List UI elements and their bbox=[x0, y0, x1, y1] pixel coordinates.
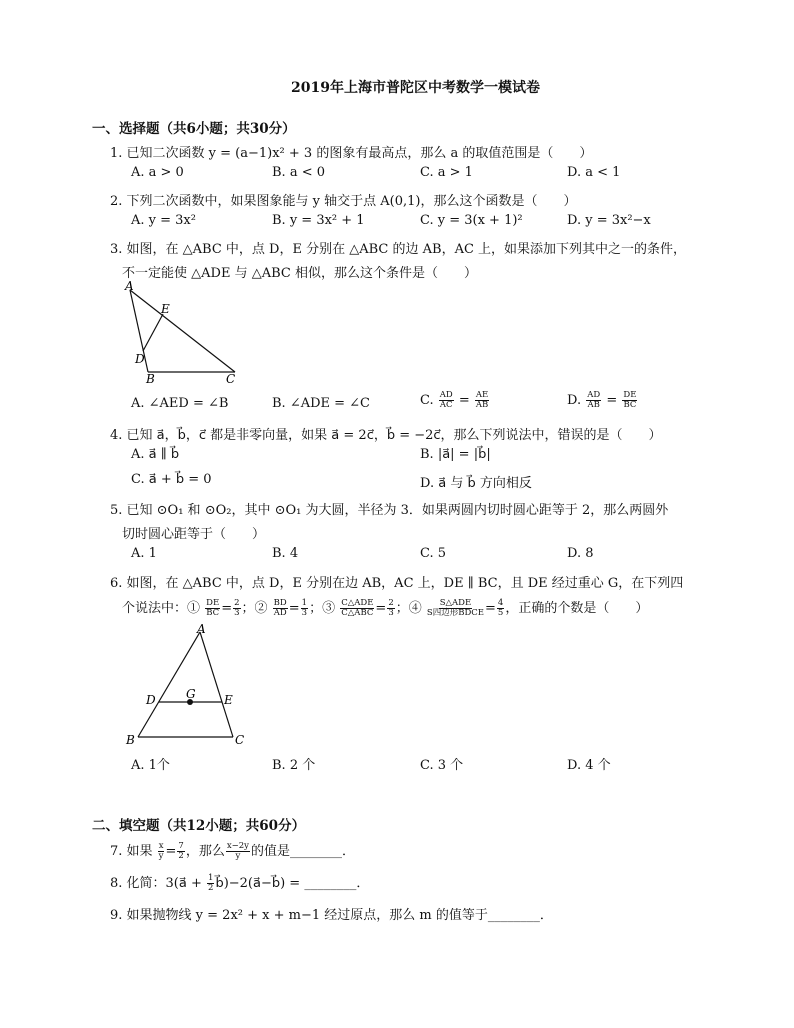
fraction-one-half: $\frac{1}{2}$ bbox=[208, 873, 214, 893]
figure-6-label-c: C bbox=[235, 733, 245, 747]
question-6-option-d[interactable]: D. 4 个 bbox=[567, 758, 611, 773]
figure-3-label-a: A bbox=[125, 279, 134, 293]
fraction-area-ratio: $\frac{\text{S△ADE}}{\text{S四边形BDCE}}$ bbox=[426, 598, 484, 618]
question-6-figure bbox=[118, 620, 258, 750]
question-4-stem: 4. 已知 a⃗，b⃗，c⃗ 都是非零向量，如果 a⃗ = 2c⃗，b⃗ = −2c⃗，那么下列说法中，错误的是（ ） bbox=[110, 428, 662, 443]
fraction-ae-ab: $\frac{AE}{AB}$ bbox=[475, 390, 489, 410]
section-heading-fill-in: 二、填空题（共12小题；共60分） bbox=[92, 818, 306, 834]
fraction-de-bc: $\frac{DE}{BC}$ bbox=[623, 390, 637, 410]
question-4-option-b[interactable]: B. |a⃗| = |b⃗| bbox=[420, 447, 491, 462]
question-2-option-b[interactable]: B. y = 3x² + 1 bbox=[272, 213, 365, 228]
figure-6-label-d: D bbox=[146, 693, 156, 707]
question-4-option-d[interactable]: D. a⃗ 与 b⃗ 方向相反 bbox=[420, 476, 532, 491]
question-7: 7. 如果 $\frac{x}{y}$ = $\frac{7}{2}$ ，那么 $\frac{x-2y}{y}$ 的值是________． bbox=[110, 841, 355, 861]
figure-6-label-e: E bbox=[224, 693, 233, 707]
question-4-option-c[interactable]: C. a⃗ + b⃗ = 0 bbox=[131, 472, 212, 487]
figure-6-label-b: B bbox=[126, 733, 135, 747]
fraction-perimeter-ratio: $\frac{\text{C△ADE}}{\text{C△ABC}}$ bbox=[341, 598, 374, 618]
question-3-option-a[interactable]: A. ∠AED = ∠B bbox=[131, 396, 229, 411]
fraction-de-bc: $\frac{DE}{BC}$ bbox=[206, 598, 220, 618]
figure-6-label-g: G bbox=[186, 687, 196, 701]
question-2-stem: 2. 下列二次函数中，如果图象能与 y 轴交于点 A(0,1)，那么这个函数是（ ） bbox=[110, 194, 577, 209]
question-1-option-c[interactable]: C. a > 1 bbox=[420, 165, 473, 180]
figure-3-segment-de bbox=[143, 314, 163, 351]
question-9-stem: 9. 如果抛物线 y = 2x² + x + m−1 经过原点，那么 m 的值等于________． bbox=[110, 908, 553, 923]
question-5-stem-line1: 5. 已知 ⊙O₁ 和 ⊙O₂，其中 ⊙O₁ 为大圆，半径为 3．如果两圆内切时圆心距等于 2，那么两圆外 bbox=[110, 503, 669, 518]
figure-3-label-e: E bbox=[161, 302, 170, 316]
question-1-stem: 1. 已知二次函数 y = (a−1)x² + 3 的图象有最高点，那么 a 的取值范围是（ ） bbox=[110, 146, 593, 161]
question-2-option-c[interactable]: C. y = 3(x + 1)² bbox=[420, 213, 523, 228]
question-3-figure bbox=[118, 280, 248, 390]
figure-3-label-d: D bbox=[135, 352, 145, 366]
fraction-ad-ab: $\frac{AD}{AB}$ bbox=[587, 390, 601, 410]
fraction-seven-halves: $\frac{7}{2}$ bbox=[178, 841, 184, 861]
figure-6-side-ac bbox=[200, 632, 233, 737]
question-2-option-a[interactable]: A. y = 3x² bbox=[131, 213, 196, 228]
fraction-x-minus-2y-over-y: $\frac{x-2y}{y}$ bbox=[226, 841, 249, 861]
question-1-option-d[interactable]: D. a < 1 bbox=[567, 165, 621, 180]
page-title: 2019年上海市普陀区中考数学一模试卷 bbox=[291, 80, 540, 96]
fraction-x-y: $\frac{x}{y}$ bbox=[158, 841, 164, 861]
fraction-two-thirds: $\frac{2}{3}$ bbox=[234, 598, 240, 618]
question-6-stem-line2: 个说法中：① $\frac{DE}{BC}$ = $\frac{2}{3}$ ；② $\frac{BD}{AD}$ = $\frac{1}{3}$ ；③ $\frac{\text{C△ADE}}{\text{C△ABC}}$ = $\frac{2}{3}$ ；④ $\frac{\text{S△ADE}}{\text{S四边形BDCE}}$ = $\frac{4}{5}$ ，正确的个数是（ ） bbox=[122, 598, 649, 618]
fraction-bd-ad: $\frac{BD}{AD}$ bbox=[273, 598, 287, 618]
figure-6-side-ab bbox=[138, 632, 200, 737]
question-2-option-d[interactable]: D. y = 3x²−x bbox=[567, 213, 651, 228]
fraction-one-third: $\frac{1}{3}$ bbox=[301, 598, 308, 618]
question-6-option-a[interactable]: A. 1个 bbox=[131, 758, 170, 773]
option-c-prefix: C. bbox=[420, 393, 434, 408]
question-5-option-d[interactable]: D. 8 bbox=[567, 546, 594, 561]
question-8: 8. 化简：3(a⃗ + $\frac{1}{2}$ b⃗)−2(a⃗−b⃗) = ________． bbox=[110, 873, 370, 893]
fraction-two-thirds-b: $\frac{2}{3}$ bbox=[388, 598, 394, 618]
figure-3-label-c: C bbox=[226, 372, 236, 386]
question-5-option-b[interactable]: B. 4 bbox=[272, 546, 299, 561]
question-3-stem-line2: 不一定能使 △ADE 与 △ABC 相似，那么这个条件是（ ） bbox=[122, 266, 477, 281]
question-5-option-c[interactable]: C. 5 bbox=[420, 546, 447, 561]
question-4-option-a[interactable]: A. a⃗ ∥ b⃗ bbox=[131, 447, 180, 462]
fraction-four-fifths: $\frac{4}{5}$ bbox=[497, 598, 504, 618]
figure-6-label-a: A bbox=[197, 622, 206, 636]
question-1-option-b[interactable]: B. a < 0 bbox=[272, 165, 325, 180]
question-3-option-d[interactable]: D. $\frac{AD}{AB}$ = $\frac{DE}{BC}$ bbox=[567, 390, 637, 410]
question-5-option-a[interactable]: A. 1 bbox=[131, 546, 157, 561]
option-d-prefix: D. bbox=[567, 393, 582, 408]
section-heading-choice: 一、选择题（共6小题；共30分） bbox=[92, 121, 296, 137]
figure-3-label-b: B bbox=[146, 372, 155, 386]
question-3-option-c[interactable]: C. $\frac{AD}{AC}$ = $\frac{AE}{AB}$ bbox=[420, 390, 489, 410]
question-6-option-c[interactable]: C. 3 个 bbox=[420, 758, 464, 773]
question-5-stem-line2: 切时圆心距等于（ ） bbox=[122, 527, 266, 542]
question-3-option-b[interactable]: B. ∠ADE = ∠C bbox=[272, 396, 371, 411]
question-3-stem-line1: 3. 如图，在 △ABC 中，点 D，E 分别在 △ABC 的边 AB，AC 上，如果添加下列其中之一的条件， bbox=[110, 242, 687, 257]
question-6-option-b[interactable]: B. 2 个 bbox=[272, 758, 316, 773]
fraction-ad-ac: $\frac{AD}{AC}$ bbox=[439, 390, 453, 410]
question-1-option-a[interactable]: A. a > 0 bbox=[131, 165, 184, 180]
question-6-stem-line1: 6. 如图，在 △ABC 中，点 D，E 分别在边 AB，AC 上，DE ∥ BC，且 DE 经过重心 G，在下列四 bbox=[110, 576, 684, 591]
